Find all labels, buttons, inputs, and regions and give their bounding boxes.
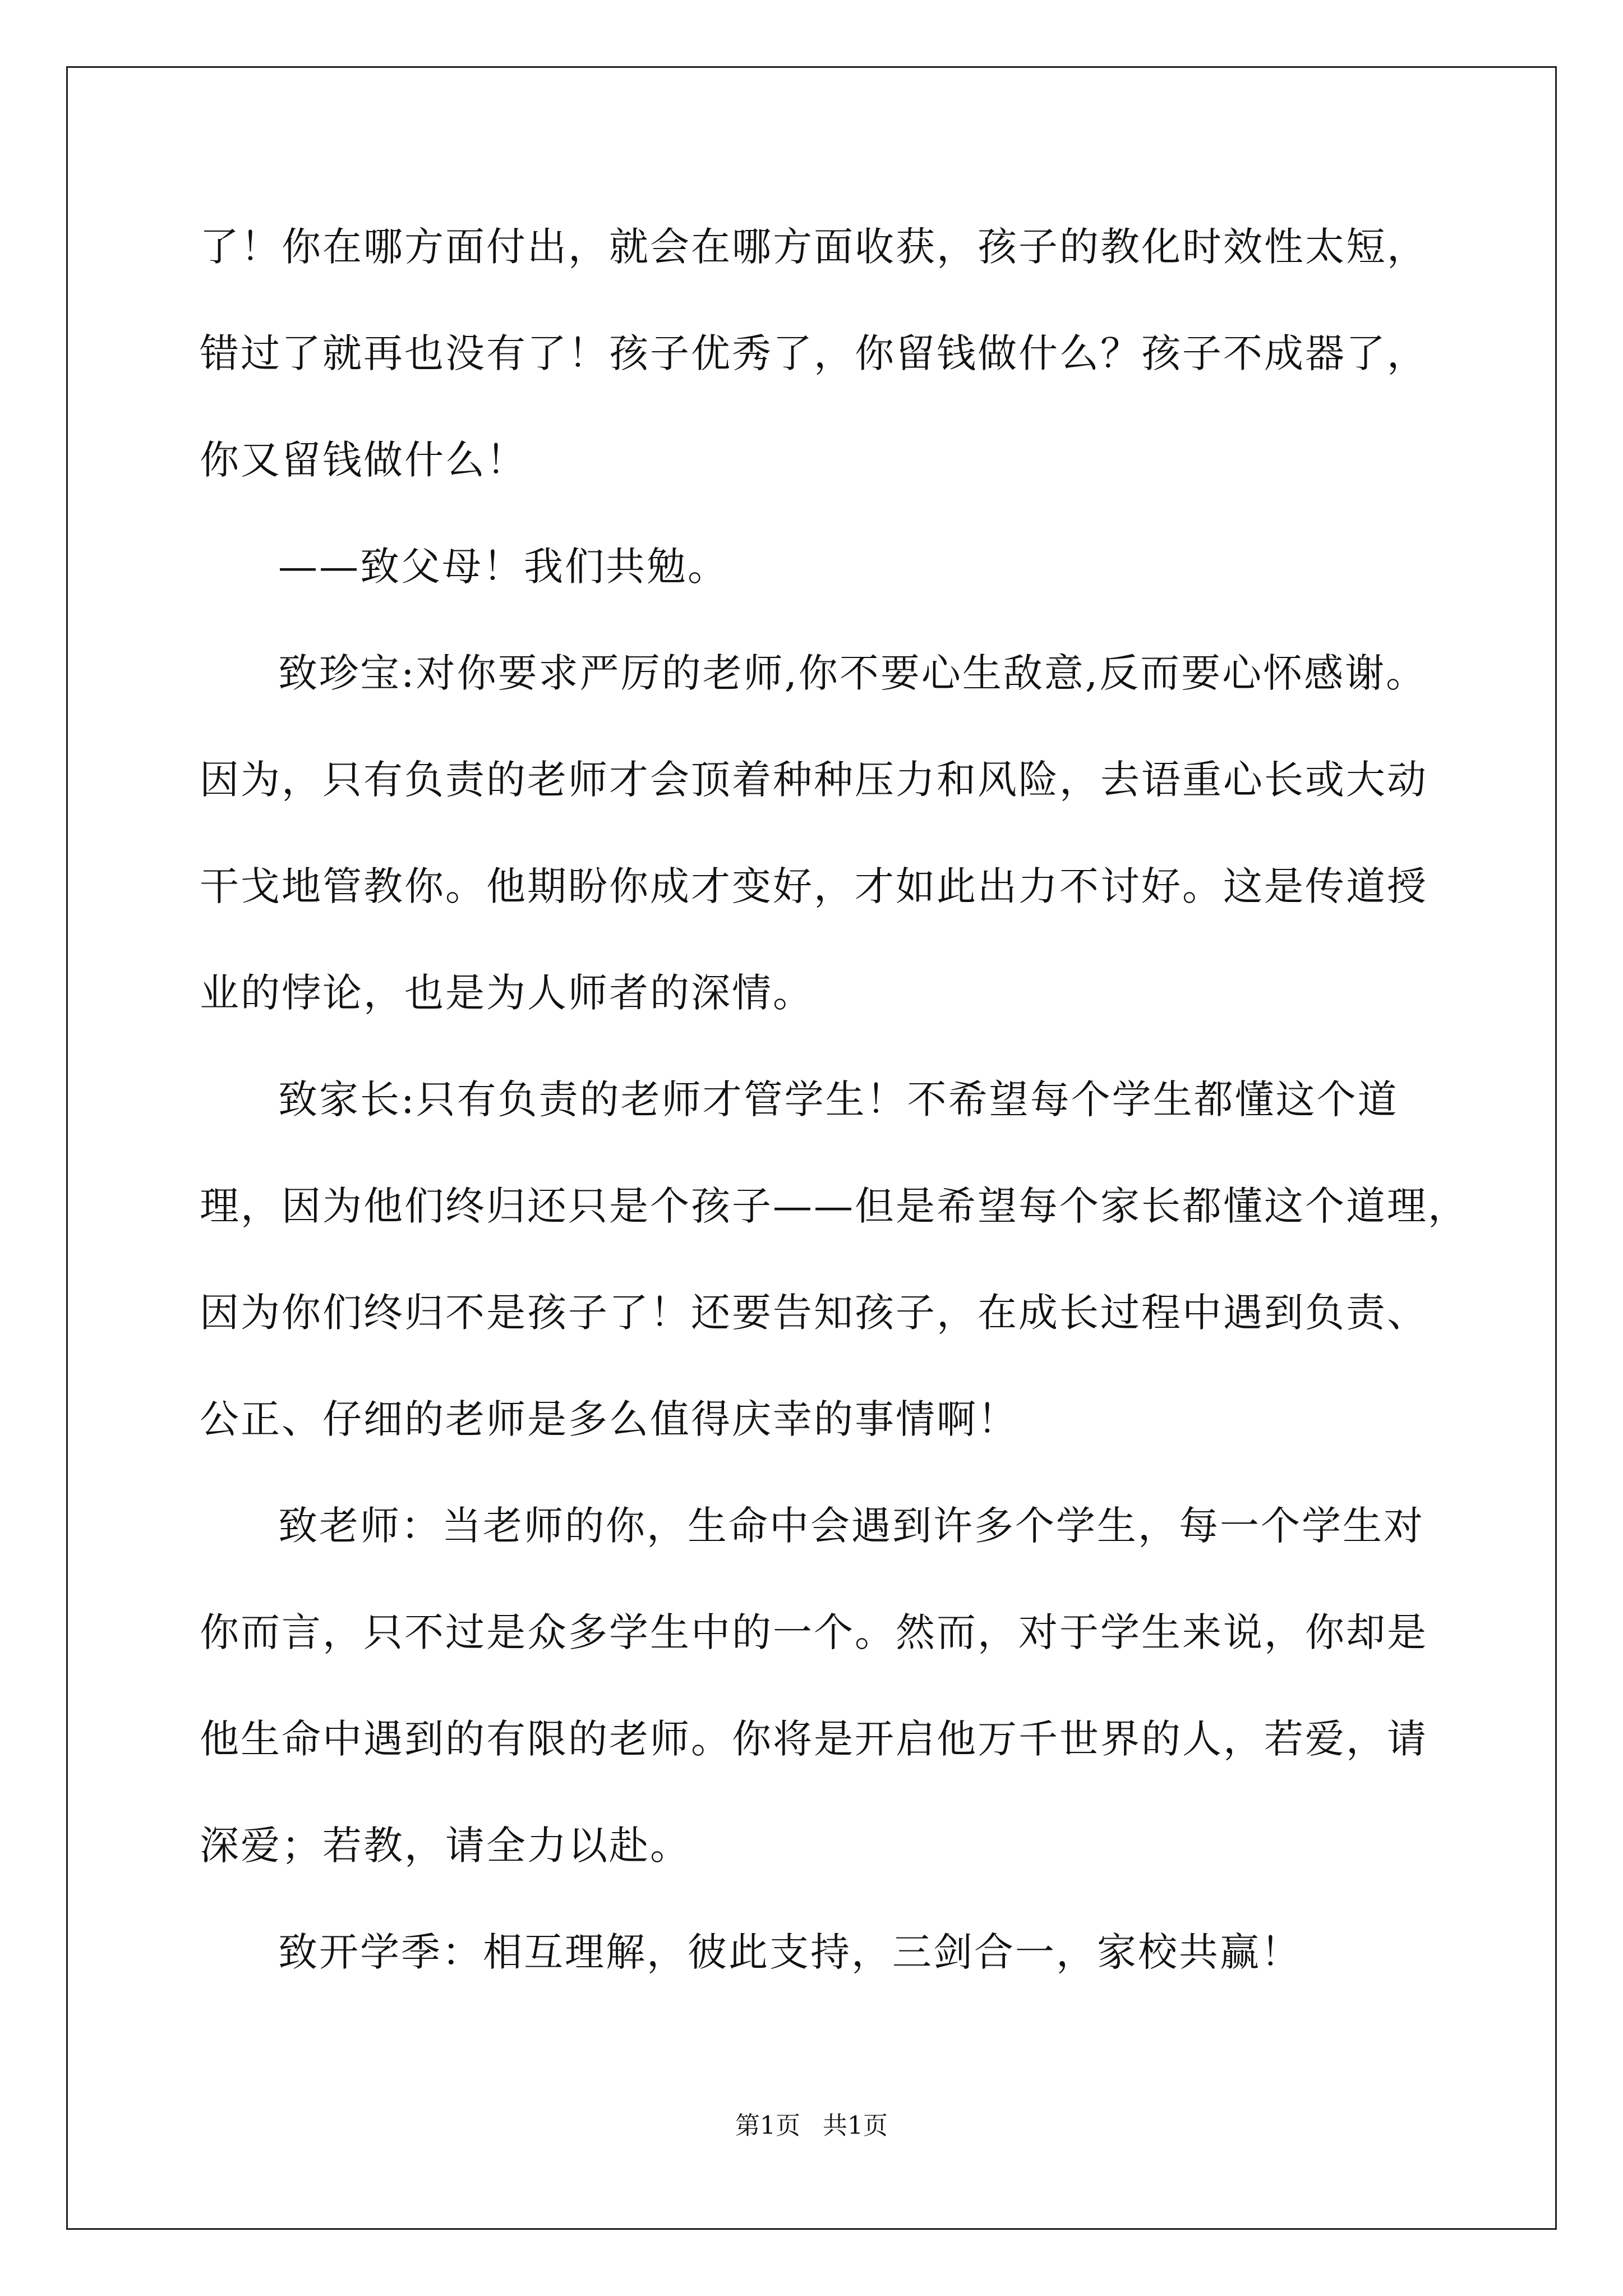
text-line: 因为，只有负责的老师才会顶着种种压力和风险，去语重心长或大动	[200, 757, 1428, 803]
page-footer	[0, 2109, 1623, 2143]
text-line: 了！你在哪方面付出，就会在哪方面收获，孩子的教化时效性太短，	[200, 224, 1428, 270]
paragraph-start-line: 致家长:只有负责的老师才管学生！不希望每个学生都懂这个道	[278, 1076, 1399, 1122]
text-line: 因为你们终归不是孩子了！还要告知孩子，在成长过程中遇到负责、	[200, 1290, 1428, 1336]
text-line: 你又留钱做什么！	[200, 437, 527, 483]
text-line: 干戈地管教你。他期盼你成才变好，才如此出力不讨好。这是传道授	[200, 863, 1428, 909]
page-number: 第1页	[735, 2111, 800, 2140]
text-line: 你而言，只不过是众多学生中的一个。然而，对于学生来说，你却是	[200, 1609, 1428, 1655]
page-count: 共1页	[823, 2111, 888, 2140]
paragraph-start-line: 致老师：当老师的你，生命中会遇到许多个学生，每一个学生对	[278, 1503, 1424, 1549]
document-body	[200, 194, 1467, 2005]
text-line: ——致父母！我们共勉。	[278, 544, 728, 590]
paragraph-start-line: 致开学季：相互理解，彼此支持，三剑合一，家校共赢！	[278, 1929, 1302, 1975]
paragraph-start-line: 致珍宝:对你要求严厉的老师,你不要心生敌意,反而要心怀感谢。	[278, 650, 1427, 696]
text-line: 公正、仔细的老师是多么值得庆幸的事情啊！	[200, 1396, 1018, 1442]
text-line: 业的悖论，也是为人师者的深情。	[200, 970, 814, 1016]
text-line: 错过了就再也没有了！孩子优秀了，你留钱做什么？孩子不成器了，	[200, 330, 1428, 376]
text-line: 他生命中遇到的有限的老师。你将是开启他万千世界的人，若爱，请	[200, 1716, 1428, 1762]
text-line: 理，因为他们终归还只是个孩子——但是希望每个家长都懂这个道理，	[200, 1183, 1469, 1229]
text-line: 深爱；若教，请全力以赴。	[200, 1823, 691, 1869]
